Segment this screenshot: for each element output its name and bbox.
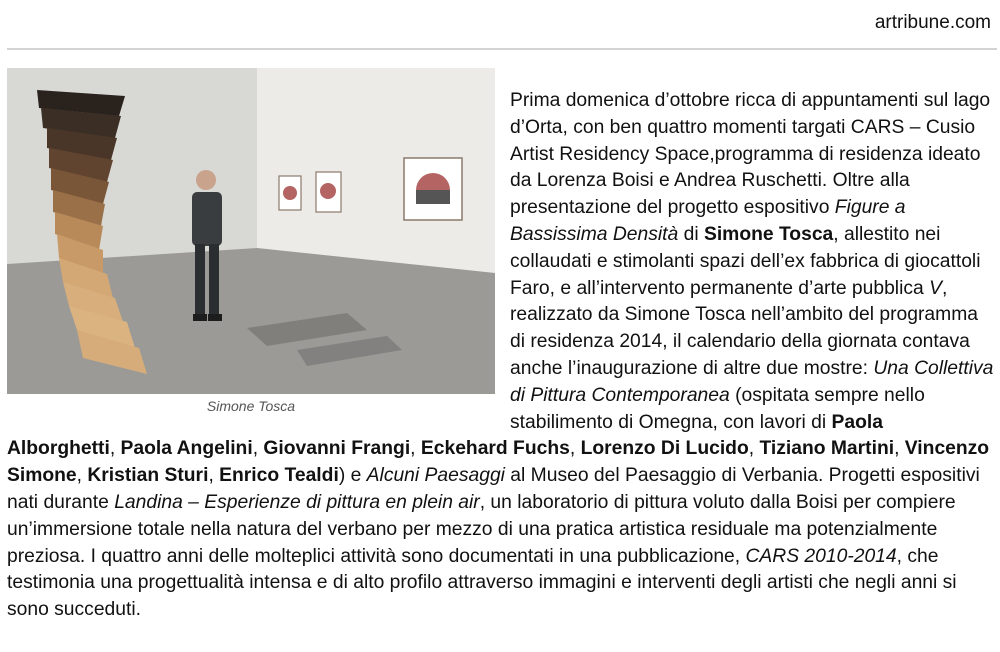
artist-name: Giovanni Frangi xyxy=(263,438,411,460)
separator: , xyxy=(894,438,905,460)
photo-caption: Simone Tosca xyxy=(206,398,296,414)
artist-name: Paola Angelini xyxy=(120,438,253,460)
separator: , xyxy=(76,465,88,487)
separator: , xyxy=(410,438,421,460)
publication-title: CARS 2010-2014 xyxy=(745,545,897,567)
article-text: , realizzato da Simone Tosca nell’ambito del programma di residenza 2014, il calendario della giornata contava anche l’inaugurazione di altre due mostre: xyxy=(510,277,978,379)
artist-name: Tiziano Martini xyxy=(759,438,895,460)
separator: , xyxy=(208,465,220,487)
separator: , xyxy=(569,438,581,460)
separator: , xyxy=(748,438,760,460)
article-text: , che testimonia una progettualità intensa e di alto profilo attraverso immagini e interventi degli artisti che negli anni si sono succeduti. xyxy=(7,545,957,621)
artist-name: Eckehard Fuchs xyxy=(420,438,570,460)
work-title: Figure a Bassissima Densità xyxy=(510,197,906,245)
workshop-title: Landina – Esperienze di pittura en plein air xyxy=(114,491,480,513)
artist-name: Enrico Tealdi xyxy=(219,465,339,487)
work-title: V xyxy=(929,277,942,299)
artist-photo xyxy=(7,68,495,394)
article-text: al Museo del Paesaggio di Verbania. Progetti espositivi nati durante xyxy=(7,465,980,513)
article-text: , allestito nei collaudati e stimolanti spazi dell’ex fabbrica di giocattoli Faro, e all’intervento permanente d’arte pubblica xyxy=(510,223,981,299)
article-figure xyxy=(7,68,495,415)
site-header xyxy=(0,0,1000,48)
article-text: ) e xyxy=(338,465,367,487)
article-text: (ospitata sempre nello stabilimento di Omegna, con lavori di xyxy=(510,384,925,433)
artist-name: Lorenzo Di Lucido xyxy=(580,438,749,460)
separator: , xyxy=(109,438,121,460)
article-body xyxy=(7,88,995,624)
artist-name: Paola Alborghetti xyxy=(7,411,883,460)
separator: , xyxy=(252,438,264,460)
artist-name: Vincenzo Simone xyxy=(7,438,990,487)
artist-name: Simone Tosca xyxy=(703,223,834,245)
site-name[interactable]: artribune.com xyxy=(874,12,991,33)
artist-name: Kristian Sturi xyxy=(87,465,209,487)
exhibition-title: Una Collettiva di Pittura Contemporanea xyxy=(510,357,994,406)
article-text: , un laboratorio di pittura voluto dalla Boisi per compiere un’immersione totale nella natura del verbano per mezzo di una pratica artistica residuale ma potenzialmente preziosa. I quattro anni delle molteplici attività sono documentati in una pubblicazione, xyxy=(7,491,956,567)
exhibition-title: Alcuni Paesaggi xyxy=(366,465,505,487)
article-text: di xyxy=(678,223,704,245)
header-divider xyxy=(7,48,997,50)
article-text: Prima domenica d’ottobre ricca di appuntamenti sul lago d’Orta, con ben quattro momenti targati CARS – Cusio Artist Residency Space,programma di residenza ideato da Lorenza Boisi e Andrea Ruschetti. Oltre alla presentazione del progetto espositivo xyxy=(510,90,991,219)
